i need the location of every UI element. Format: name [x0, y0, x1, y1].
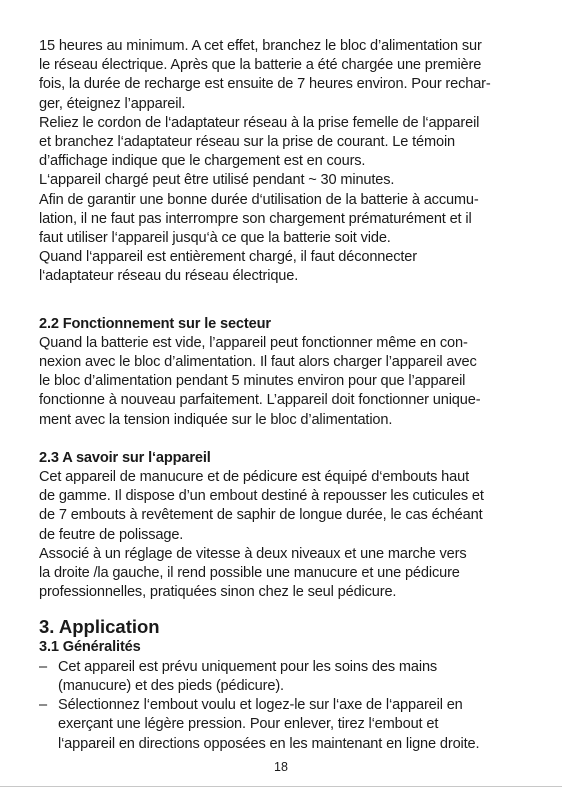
- text-line: faut utiliser l‘appareil jusqu‘à ce que la batterie soit vide.: [39, 230, 391, 247]
- text-line: professionnelles, pratiquées sinon chez le seul pédicure.: [39, 584, 397, 601]
- text-line: Sélectionnez l‘embout voulu et logez-le sur l‘axe de l‘appareil en: [58, 697, 463, 714]
- intro-paragraph: [39, 37, 523, 287]
- text-line: Quand l‘appareil est entièrement chargé, il faut déconnecter: [39, 249, 417, 266]
- text-line: (manucure) et des pieds (pédicure).: [58, 677, 284, 694]
- text-line: de gamme. Il dispose d’un embout destiné à repousser les cuticules et: [39, 488, 484, 505]
- text-line: Reliez le cordon de l‘adaptateur réseau à la prise femelle de l‘appareil: [39, 114, 480, 131]
- spacer: [39, 430, 523, 449]
- text-line: 15 heures au minimum. A cet effet, branchez le bloc d’alimentation sur: [39, 38, 482, 54]
- text-line: Quand la batterie est vide, l’appareil peut fonctionner même en con-: [39, 334, 468, 351]
- spacer: [39, 287, 523, 315]
- bullet-item: [39, 696, 523, 754]
- page-bottom-rule: [0, 786, 562, 787]
- text-line: Cet appareil de manucure et de pédicure est équipé d‘embouts haut: [39, 469, 469, 486]
- text-line: et branchez l‘adaptateur réseau sur la prise de courant. Le témoin: [39, 134, 456, 151]
- section-heading: 2.3 A savoir sur l‘appareil: [39, 449, 211, 466]
- text-line: l‘appareil en directions opposées en les maintenant en ligne droite.: [58, 735, 480, 752]
- bullet-item: [39, 658, 523, 696]
- text-line: Associé à un réglage de vitesse à deux niveaux et une marche vers: [39, 545, 467, 562]
- text-line: le réseau électrique. Après que la batterie a été chargée une première: [39, 57, 482, 74]
- page-number: 18: [274, 760, 288, 774]
- section-2-3: [39, 449, 523, 603]
- text-line: le bloc d’alimentation pendant 5 minutes environ pour que l’appareil: [39, 373, 466, 390]
- text-line: de feutre de polissage.: [39, 526, 184, 543]
- text-line: de 7 embouts à revêtement de saphir de longue durée, le cas échéant: [39, 507, 483, 524]
- section-heading: 2.2 Fonctionnement sur le secteur: [39, 315, 271, 332]
- dash-marker: –: [39, 658, 47, 675]
- text-line: Afin de garantir une bonne durée d‘utilisation de la batterie à accumu-: [39, 191, 479, 208]
- text-line: lation, il ne faut pas interrompre son chargement prématurément et il: [39, 210, 472, 227]
- section-heading: 3.1 Généralités: [39, 639, 141, 656]
- text-line: L‘appareil chargé peut être utilisé pendant ~ 30 minutes.: [39, 172, 395, 189]
- manual-page: [39, 37, 523, 754]
- text-line: l‘adaptateur réseau du réseau électrique.: [39, 268, 299, 285]
- text-line: ger, éteignez l’appareil.: [39, 95, 186, 112]
- chapter-heading: 3. Application: [39, 616, 160, 638]
- text-line: exerçant une légère pression. Pour enlever, tirez l‘embout et: [58, 716, 439, 733]
- text-line: fois, la durée de recharge est ensuite de 7 heures environ. Pour rechar-: [39, 76, 491, 93]
- text-line: nexion avec le bloc d’alimentation. Il faut alors charger l’appareil avec: [39, 354, 477, 371]
- section-2-2: [39, 315, 523, 430]
- section-3: [39, 616, 523, 753]
- text-line: fonctionne à nouveau parfaitement. L’appareil doit fonctionner unique-: [39, 392, 481, 409]
- text-line: d’affichage indique que le chargement est en cours.: [39, 153, 366, 170]
- text-line: Cet appareil est prévu uniquement pour les soins des mains: [58, 658, 438, 675]
- spacer: [39, 602, 523, 608]
- text-line: la droite /la gauche, il rend possible une manucure et une pédicure: [39, 565, 460, 582]
- dash-marker: –: [39, 697, 47, 714]
- text-line: ment avec la tension indiquée sur le bloc d’alimentation.: [39, 411, 393, 428]
